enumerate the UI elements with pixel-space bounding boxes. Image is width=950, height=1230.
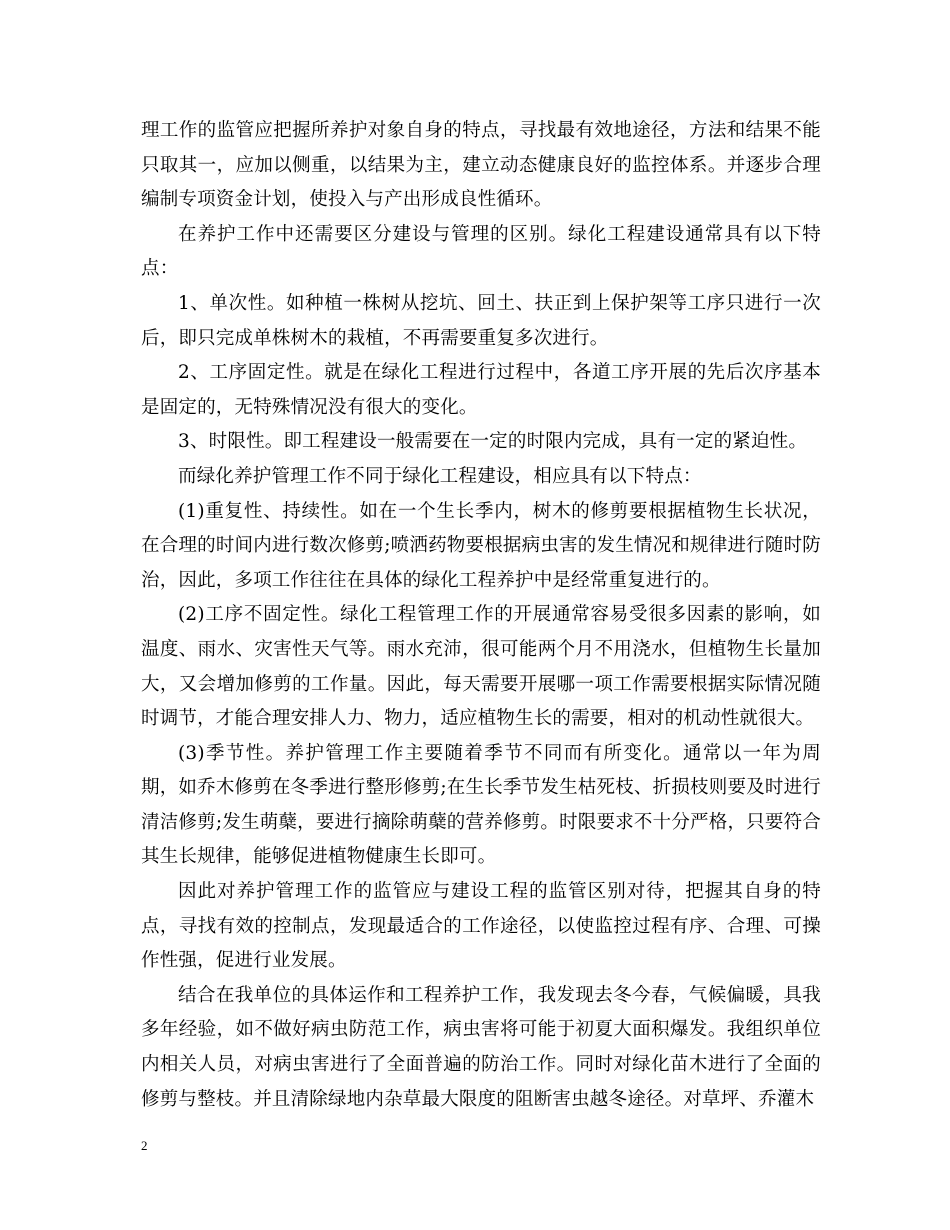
paragraph-1: 理工作的监管应把握所养护对象自身的特点，寻找最有效地途径，方法和结果不能只取其一，应加以侧重，以结果为主，建立动态健康良好的监控体系。并逐步合理编制专项资金计划，使投入与产出形成良性循环。 — [141, 120, 821, 211]
paragraph-6: 而绿化养护管理工作不同于绿化工程建设，相应具有以下特点： — [178, 465, 702, 487]
paragraph-3: 1、单次性。如种植一株树从挖坑、回土、扶正到上保护架等工序只进行一次后，即只完成单株树木的栽植，不再需要重复多次进行。 — [141, 292, 821, 349]
paragraph-11: 结合在我单位的具体运作和工程养护工作，我发现去冬今春，气候偏暖，具我多年经验，如不做好病虫防范工作，病虫害将可能于初夏大面积爆发。我组织单位内相关人员，对病虫害进行了全面普遍的防治工作。同时对绿化苗木进行了全面的修剪与整枝。并且清除绿地内杂草最大限度的阻断害虫越冬途径。对草坪、乔灌木 — [141, 984, 821, 1110]
paragraph-9: (3)季节性。养护管理工作主要随着季节不同而有所变化。通常以一年为周期，如乔木修剪在冬季进行整形修剪;在生长季节发生枯死枝、折损枝则要及时进行清洁修剪;发生萌蘖，要进行摘除萌蘖的营养修剪。时限要求不十分严格，只要符合其生长规律，能够促进植物健康生长即可。 — [141, 742, 821, 868]
paragraph-7: (1)重复性、持续性。如在一个生长季内，树木的修剪要根据植物生长状况，在合理的时间内进行数次修剪;喷洒药物要根据病虫害的发生情况和规律进行随时防治，因此，多项工作往往在具体的绿化工程养护中是经常重复进行的。 — [141, 500, 821, 591]
paragraph-10: 因此对养护管理工作的监管应与建设工程的监管区别对待，把握其自身的特点，寻找有效的控制点，发现最适合的工作途径，以使监控过程有序、合理、可操作性强，促进行业发展。 — [141, 881, 821, 972]
paragraph-4: 2、工序固定性。就是在绿化工程进行过程中，各道工序开展的先后次序基本是固定的，无特殊情况没有很大的变化。 — [141, 362, 821, 418]
page-number: 2 — [141, 1138, 148, 1153]
paragraph-2: 在养护工作中还需要区分建设与管理的区别。绿化工程建设通常具有以下特点： — [141, 223, 821, 280]
paragraph-5: 3、时限性。即工程建设一般需要在一定的时限内完成，具有一定的紧迫性。 — [178, 431, 808, 453]
document-body — [141, 114, 821, 1117]
paragraph-8: (2)工序不固定性。绿化工程管理工作的开展通常容易受很多因素的影响，如温度、雨水、灾害性天气等。雨水充沛，很可能两个月不用浇水，但植物生长量加大，又会增加修剪的工作量。因此，每天需要开展哪一项工作需要根据实际情况随时调节，才能合理安排人力、物力，适应植物生长的需要，相对的机动性就很大。 — [141, 604, 821, 730]
